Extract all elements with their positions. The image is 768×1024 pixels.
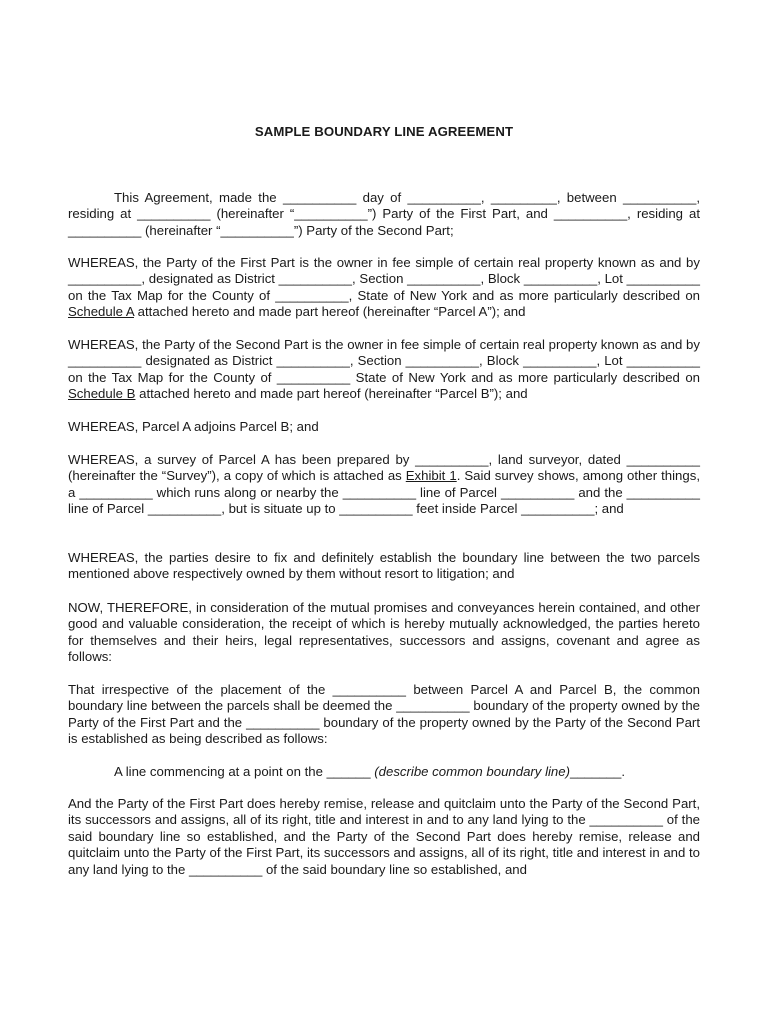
now-therefore-paragraph: NOW, THEREFORE, in consideration of the mutual promises and conveyances herein contained, and other good and valuable consideration, the receipt of which is hereby mutually acknowledged, the parties hereto for themselves and their heirs, legal representatives, successors and assigns, covenant and agree as follows: [68,600,700,665]
whereas-survey-text: WHEREAS, a survey of Parcel A has been prepared by __________, land surveyor, dated __________ (hereinafter the “Survey”), a copy of which is attached as [68,452,700,484]
line-commencing-text: A line commencing at a point on the ______ [114,764,375,779]
line-commencing-paragraph [114,764,704,780]
remise-paragraph: And the Party of the First Part does hereby remise, release and quitclaim unto the Party of the Second Part, its successors and assigns, all of its right, title and interest in and to any land lying to the __________ of the said boundary line so established, and the Party of the Second Part does hereby remise, release and quitclaim unto the Party of the First Part, its successors and assigns, all of its right, title and interest in and to any land lying to the __________ of the said boundary line so established, and [68,796,700,877]
whereas-survey-text-end: . Said survey shows, among other things, a __________ which runs along or nearby the __________ line of Parcel __________ and the __________ line of Parcel __________, but is situate up to __________ feet inside Parcel __________; and [68,468,700,517]
opening-line-3: __________ (hereinafter “__________”) Party of the Second Part; [68,222,454,238]
opening-line-2: residing at __________ (hereinafter “__________”) Party of the First Part, and __________, residing at [68,206,700,222]
whereas-survey-paragraph [68,452,700,518]
whereas-adjoins-paragraph: WHEREAS, Parcel A adjoins Parcel B; and [68,419,319,434]
line-commencing-end: _______. [570,764,626,779]
irrespective-paragraph: That irrespective of the placement of the __________ between Parcel A and Parcel B, the common boundary line between the parcels shall be deemed the __________ boundary of the property owned by the Party of the First Part and the __________ boundary of the property owned by the Party of the Second Part is established as being described as follows: [68,682,700,747]
whereas-a-text: WHEREAS, the Party of the First Part is the owner in fee simple of certain real property known as and by __________, designated as District __________, Section __________, Block __________, Lot __________ on the Tax Map for the County of __________, State of New York and as more particularly described on [68,255,700,303]
opening-line-1: This Agreement, made the __________ day of __________, _________, between __________, [114,190,700,205]
whereas-parcel-a-paragraph [68,255,700,321]
document-title: SAMPLE BOUNDARY LINE AGREEMENT [254,124,514,139]
whereas-b-text: WHEREAS, the Party of the Second Part is the owner in fee simple of certain real property known as and by __________ designated as District __________, Section __________, Block __________, Lot __________ on the Tax Map for the County of __________ State of New York and as more particularly described on [68,337,700,385]
whereas-parcel-b-paragraph [68,337,700,403]
whereas-fix-paragraph: WHEREAS, the parties desire to fix and definitely establish the boundary line between the two parcels mentioned above respectively owned by them without resort to litigation; and [68,550,700,582]
whereas-b-text-end: attached hereto and made part hereof (hereinafter “Parcel B”); and [135,386,528,402]
opening-paragraph [68,190,700,239]
schedule-b-link[interactable]: Schedule B [68,386,136,402]
schedule-a-link[interactable]: Schedule A [68,304,134,320]
boundary-description-placeholder: (describe common boundary line) [374,764,570,779]
whereas-a-text-end: attached hereto and made part hereof (hereinafter “Parcel A”); and [134,304,526,320]
exhibit-1-link[interactable]: Exhibit 1 [405,468,457,484]
